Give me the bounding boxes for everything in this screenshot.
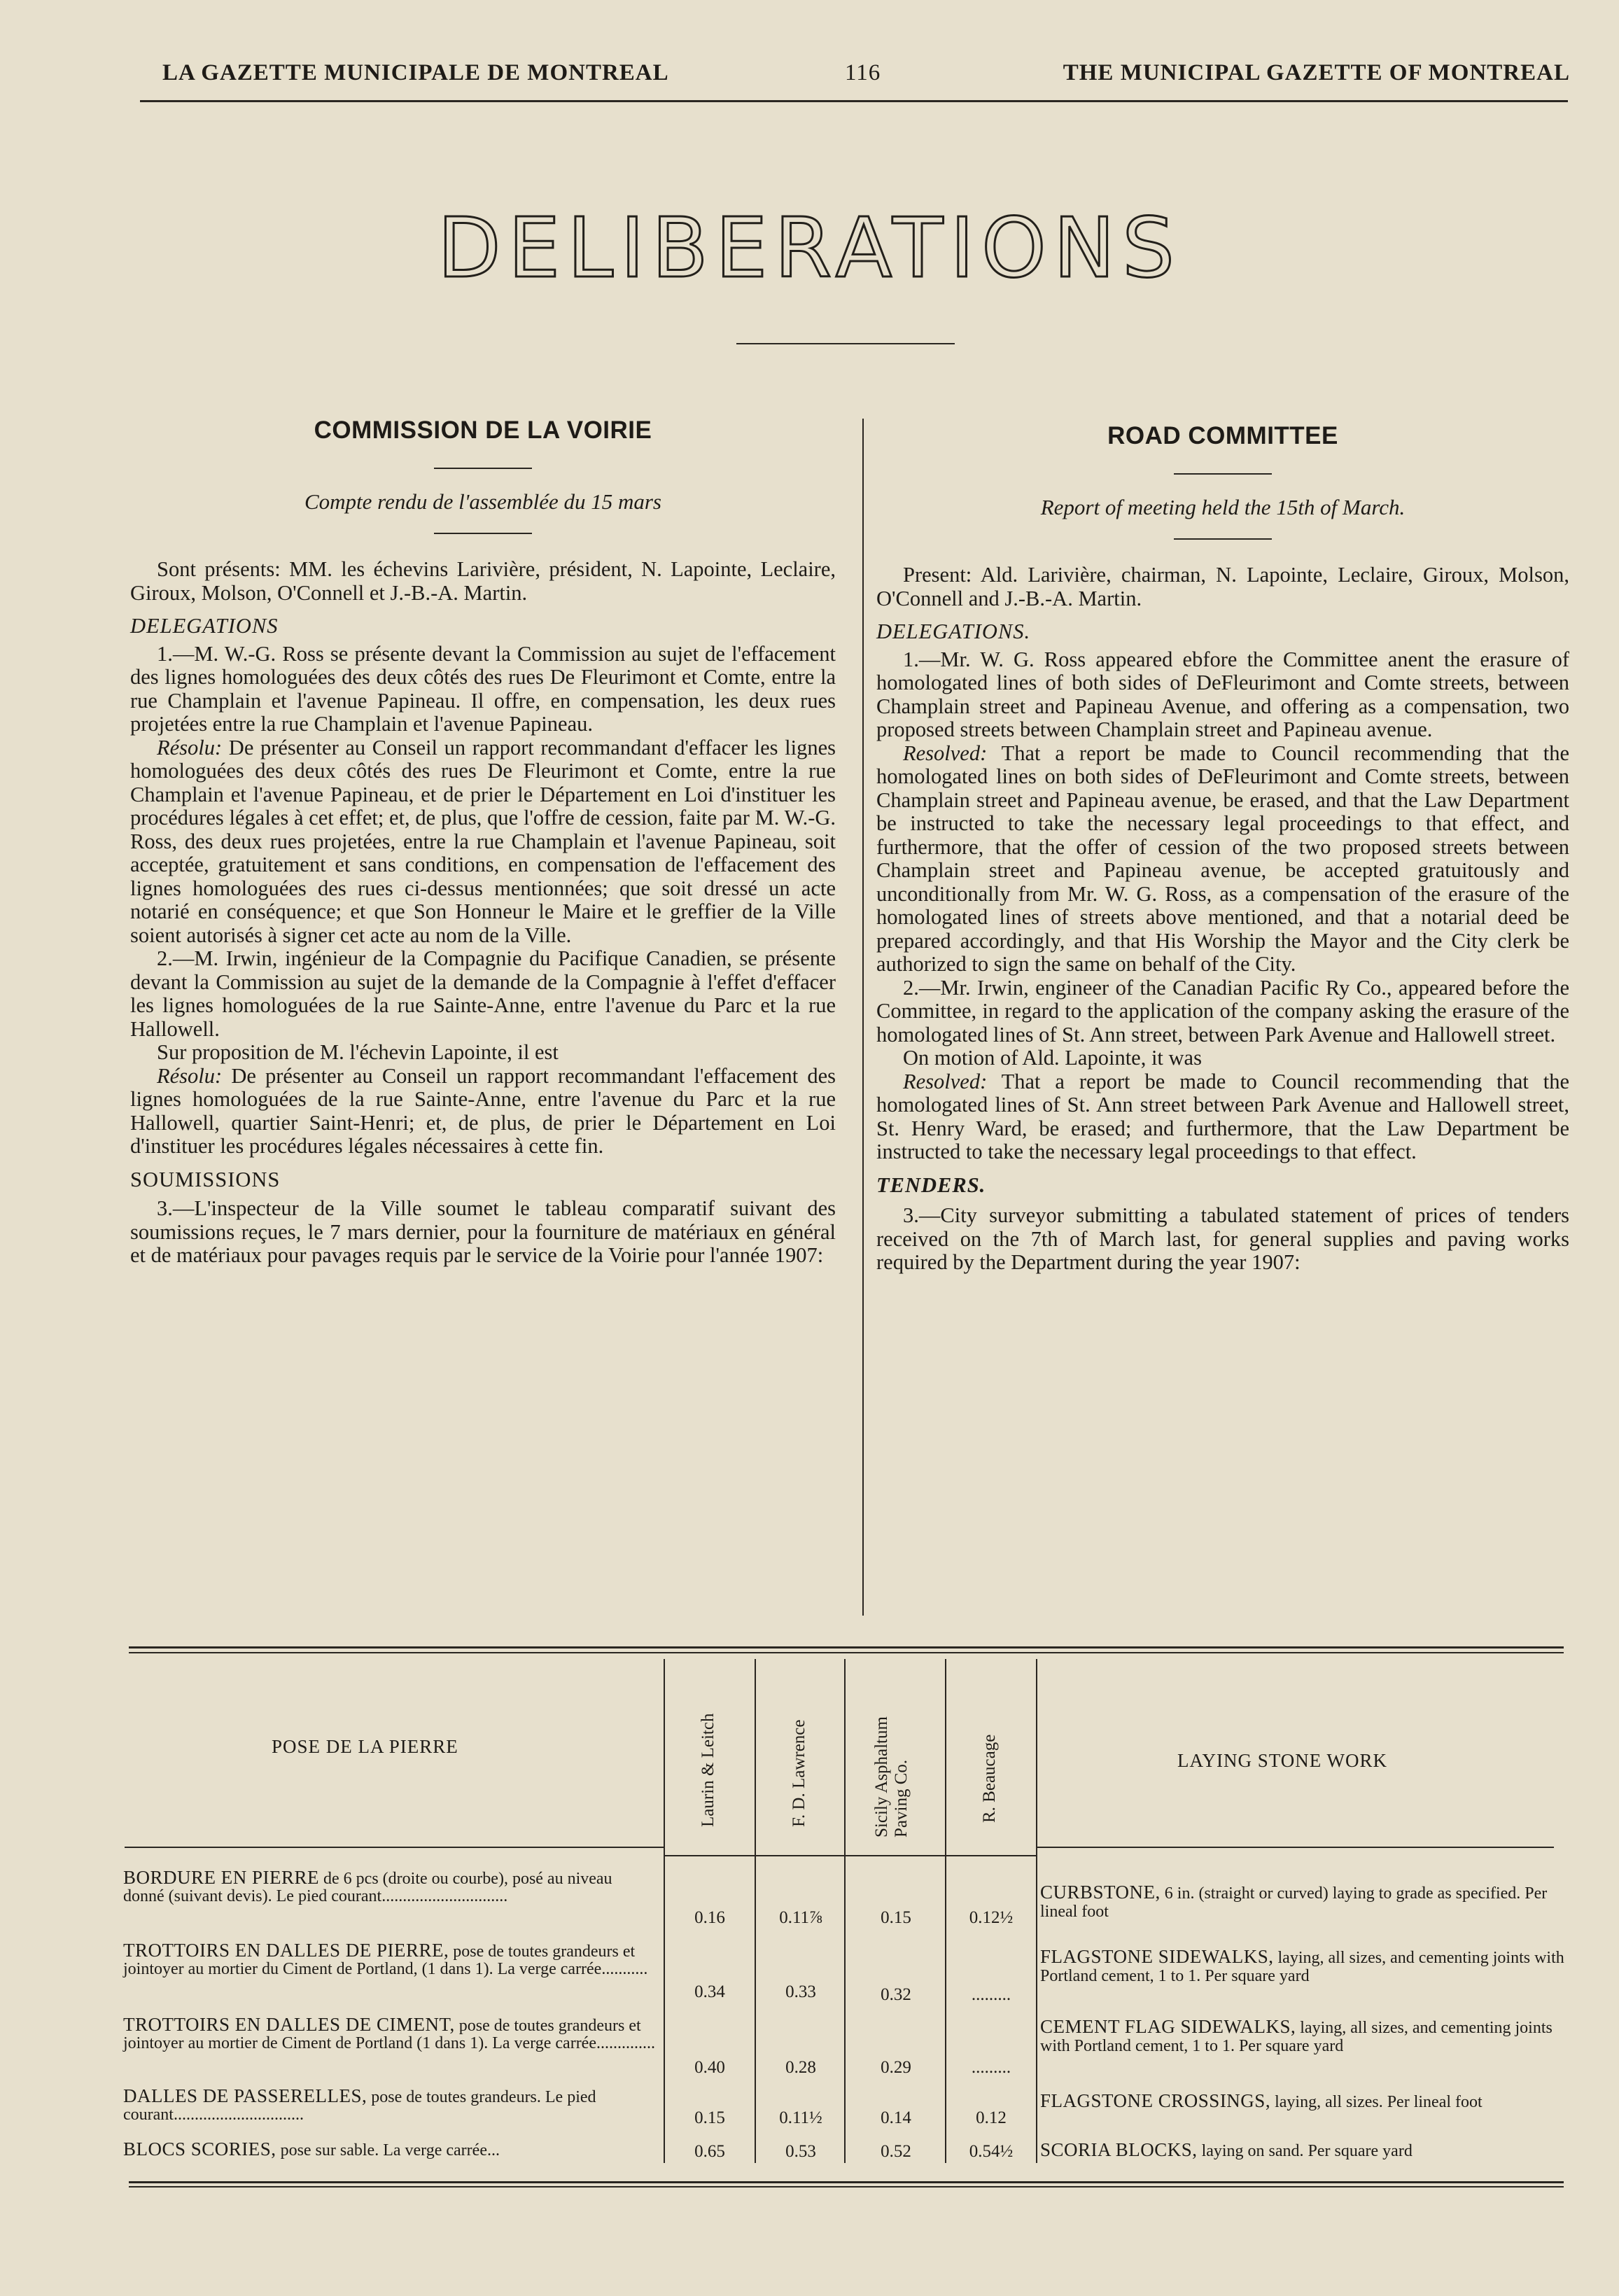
masthead-rule xyxy=(736,343,955,344)
right-item1-resolved-text: That a report be made to Council recommending that the homologated lines on both sides of DeFleurimont and Comte streets, between Champlain street and Papineau avenue, be erased, and that the Law Department be instructed to take the necessary legal proceedings to that effect, and furthermore, that the offer of cession of the two proposed streets between Champlain street and Papineau avenue, be accepted gratuitously and unconditionally from Mr. W. G. Ross, as a compensation of the erasure of the homologated lines of streets above mentioned, and that a notarial deed be prepared accordingly, and that His Worship the Mayor and the City clerk be authorized to sign the same on behalf of the City. xyxy=(876,741,1569,976)
table-row-fr-4: DALLES DE PASSERELLES, pose de toutes grandeurs. Le pied courant............................... xyxy=(123,2085,596,2124)
table-bottom-rule-2 xyxy=(129,2186,1564,2188)
right-item1: 1.—Mr. W. G. Ross appeared ebfore the Committee anent the erasure of homologated lines of both sides of DeFleurimont and Comte streets, between Champlain street and Papineau Avenue, and offering as a compensation, two proposed streets between Champlain street and Papineau avenue. xyxy=(876,647,1569,741)
right-item2-resolved-text: That a report be made to Council recommending that the homologated lines of St. Ann street between Park Avenue and Hallowell street, St. Henry Ward, be erased; and furthermore, that the Law Department be instructed to take the necessary legal proceedings to that effect. xyxy=(876,1069,1569,1163)
col-header-sicily-text: Sicily Asphaltum Paving Co. xyxy=(872,1716,911,1837)
row-2-val-1: 0.34 xyxy=(694,1982,725,2001)
table-col-line-2 xyxy=(755,1659,756,2163)
row-en-5-text: laying on sand. Per square yard xyxy=(1201,2142,1413,2160)
table-header-rule-right xyxy=(1036,1847,1554,1848)
table-row-en-4 xyxy=(1040,2092,1565,2111)
right-item3: 3.—City surveyor submitting a tabulated statement of prices of tenders received on the 7th of March last, for general supplies and paving works required by the Department during the year 1907: xyxy=(876,1203,1569,1274)
running-head xyxy=(162,60,1570,92)
table-left-title: POSE DE LA PIERRE xyxy=(272,1736,458,1757)
row-fr-1-text: de 6 pcs (droite ou courbe), posé au niveau donné (suivant devis). Le pied courant xyxy=(123,1870,612,1905)
row-en-3-text: laying, all sizes, and cementing joints with Portland cement, 1 to 1. Per square yard xyxy=(1040,2019,1553,2055)
right-subheading: Report of meeting held the 15th of March. xyxy=(1040,494,1406,519)
row-1-val-4: 0.12½ xyxy=(969,1908,1014,1927)
row-1-val-2: 0.11⅞ xyxy=(779,1908,822,1927)
table-row-en-5 xyxy=(1040,2141,1565,2160)
left-subheading: Compte rendu de l'assemblée du 15 mars xyxy=(304,489,662,514)
row-fr-2-text: pose de toutes grandeurs et jointoyer au mortier du Ciment de Portland, (1 dans 1). La verge carrée xyxy=(123,1942,636,1978)
left-item1: 1.—M. W.-G. Ross se présente devant la Commission au sujet de l'effacement des lignes homologuées des deux côtés des rues De Fleurimont et Comte, entre la rue Champlain et l'avenue Papineau. Il offre, en compensation, les deux rues projetées entre la rue Champlain et l'avenue Papineau. xyxy=(130,641,836,736)
left-item2-resolu-text: De présenter au Conseil un rapport recommandant l'effacement des lignes homologuées de la rue Sainte-Anne, entre l'avenue du Parc et la rue Hallowell, quartier Saint-Henri; et, de plus, de prier le Département en Loi d'instituer les procédures légales nécessaires à cette fin. xyxy=(130,1063,836,1158)
table-col-line-4 xyxy=(945,1659,946,2163)
col-header-laurin-leitch: Laurin & Leitch xyxy=(699,1713,717,1827)
table-row-fr-2: TROTTOIRS EN DALLES DE PIERRE, pose de toutes grandeurs et jointoyer au mortier du Ciment de Portland, (1 dans 1). La verge carrée........... xyxy=(123,1940,648,1978)
row-5-val-2: 0.53 xyxy=(785,2142,816,2161)
row-fr-5-text: pose sur sable. La verge carrée xyxy=(280,2141,487,2160)
row-2-val-2: 0.33 xyxy=(785,1982,816,2001)
table-bottom-rule xyxy=(129,2181,1564,2183)
row-en-1-caption: CURBSTONE, xyxy=(1040,1882,1161,1903)
running-head-french: LA GAZETTE MUNICIPALE DE MONTREAL xyxy=(162,60,669,85)
column-divider xyxy=(862,419,864,1616)
row-fr-3-text: pose de toutes grandeurs et jointoyer au mortier de Ciment de Portland (1 dans 1). La verge carrée xyxy=(123,2017,641,2052)
table-row-en-3 xyxy=(1040,2017,1565,2055)
row-4-val-4: 0.12 xyxy=(976,2108,1007,2127)
row-1-val-1: 0.16 xyxy=(694,1908,725,1927)
row-fr-4-caption: DALLES DE PASSERELLES, xyxy=(123,2085,367,2106)
row-en-2-caption: FLAGSTONE SIDEWALKS, xyxy=(1040,1946,1274,1967)
row-en-2-text: laying, all sizes, and cementing joints with Portland cement, 1 to 1. Per square yard xyxy=(1040,1949,1564,1985)
left-item2-resolu xyxy=(130,1065,836,1158)
row-fr-5-caption: BLOCS SCORIES, xyxy=(123,2138,276,2160)
row-en-5-caption: SCORIA BLOCKS, xyxy=(1040,2139,1198,2160)
right-item2-motion: On motion of Ald. Lapointe, it was xyxy=(903,1046,1202,1070)
left-item1-resolu xyxy=(130,736,836,948)
table-row-fr-5: BLOCS SCORIES, pose sur sable. La verge carrée... xyxy=(123,2138,500,2160)
col-header-beaucage: R. Beaucage xyxy=(980,1734,999,1823)
left-soumissions-title: SOUMISSIONS xyxy=(130,1167,281,1191)
left-delegations-title: DELEGATIONS xyxy=(130,614,279,638)
row-en-1-text: 6 in. (straight or curved) laying to grade as specified. Per lineal foot xyxy=(1040,1884,1548,1921)
right-column xyxy=(876,424,1569,1275)
row-5-val-1: 0.65 xyxy=(694,2142,725,2161)
row-5-val-3: 0.52 xyxy=(881,2142,911,2161)
row-3-val-4: ......... xyxy=(971,2058,1011,2077)
row-3-val-1: 0.40 xyxy=(694,2058,725,2077)
right-delegations-title: DELEGATIONS. xyxy=(876,620,1031,643)
running-head-english: THE MUNICIPAL GAZETTE OF MONTREAL xyxy=(1063,60,1570,85)
running-head-rule xyxy=(140,100,1568,102)
table-header-rule-left xyxy=(125,1847,664,1848)
left-heading: COMMISSION DE LA VOIRIE xyxy=(314,416,652,444)
left-column xyxy=(130,416,836,1268)
page-number: 116 xyxy=(845,60,881,85)
right-tenders-title: TENDERS. xyxy=(876,1172,986,1197)
left-item2: 2.—M. Irwin, ingénieur de la Compagnie du Pacifique Canadien, se présente devant la Commission au sujet de la demande de la Compagnie à l'effet d'effacer les lignes homologuées de la rue Sainte-Anne, entre l'avenue du Parc et la rue Hallowell. xyxy=(130,946,836,1041)
row-fr-1-caption: BORDURE EN PIERRE xyxy=(123,1867,320,1888)
row-4-val-3: 0.14 xyxy=(881,2108,911,2127)
right-present: Present: Ald. Larivière, chairman, N. Lapointe, Leclaire, Giroux, Molson, O'Connell and J.-B.-A. Martin. xyxy=(876,563,1569,610)
table-header-rule-mid xyxy=(664,1855,1036,1856)
row-en-3-caption: CEMENT FLAG SIDEWALKS, xyxy=(1040,2016,1296,2037)
row-4-val-2: 0.11½ xyxy=(779,2108,822,2127)
tender-table xyxy=(119,1645,1567,2191)
row-5-val-4: 0.54½ xyxy=(969,2142,1014,2161)
table-col-line-3 xyxy=(844,1659,846,2163)
table-row-en-2 xyxy=(1040,1947,1565,1985)
table-right-title: LAYING STONE WORK xyxy=(1177,1750,1388,1771)
row-2-val-4: ......... xyxy=(971,1985,1011,2004)
row-3-val-2: 0.28 xyxy=(785,2058,816,2077)
row-1-val-3: 0.15 xyxy=(881,1908,911,1927)
left-item3: 3.—L'inspecteur de la Ville soumet le tableau comparatif suivant des soumissions reçues, le 7 mars dernier, pour la fourniture de matériaux en général et de matériaux pour pavages requis par le service de la Voirie pour l'année 1907: xyxy=(130,1196,836,1267)
right-item2: 2.—Mr. Irwin, engineer of the Canadian Pacific Ry Co., appeared before the Committee, in regard to the application of the company asking the erasure of the homologated lines of St. Ann street, between Park Avenue and Hallowell street. xyxy=(876,975,1569,1046)
left-item2-motion: Sur proposition de M. l'échevin Lapointe, il est xyxy=(157,1040,559,1064)
row-fr-4-text: pose de toutes grandeurs. Le pied courant xyxy=(123,2088,596,2124)
right-item1-resolved-label: Resolved: xyxy=(903,741,988,765)
row-3-val-3: 0.29 xyxy=(881,2058,911,2077)
table-row-en-1 xyxy=(1040,1883,1565,1921)
row-fr-3-caption: TROTTOIRS EN DALLES DE CIMENT, xyxy=(123,2014,455,2035)
masthead-title: DELIBERATIONS xyxy=(437,200,1182,296)
left-item1-resolu-text: De présenter au Conseil un rapport recommandant d'effacer les lignes homologuées des deux côtés des rues De Fleurimont et Comte, entre la rue Champlain et l'avenue Papineau, et de prier le Département en Loi d'instituer les procédures légales à cet effet; et, de plus, que l'offre de cession, faite par M. W.-G. Ross, des deux rues projetées, entre la rue Champlain et l'avenue Papineau, soit acceptée, gratuitement et sans conditions, en compensation de l'effacement des lignes homologuées des rues ci-dessus mentionnées; que soit dressé un acte notarié en conséquence; et que Son Honneur le Maire et le greffier de la Ville soient autorisés à signer cet acte au nom de la Ville. xyxy=(130,735,836,947)
left-item2-resolu-label: Résolu: xyxy=(157,1063,223,1088)
row-fr-2-caption: TROTTOIRS EN DALLES DE PIERRE, xyxy=(123,1940,449,1961)
row-4-val-1: 0.15 xyxy=(694,2108,725,2127)
col-header-sicily xyxy=(872,1676,911,1837)
row-en-4-text: laying, all sizes. Per lineal foot xyxy=(1275,2093,1483,2111)
table-row-fr-3: TROTTOIRS EN DALLES DE CIMENT, pose de toutes grandeurs et jointoyer au mortier de Ciment de Portland (1 dans 1). La verge carrée.............. xyxy=(123,2014,655,2052)
row-en-4-caption: FLAGSTONE CROSSINGS, xyxy=(1040,2090,1271,2111)
table-col-line-1 xyxy=(664,1659,665,2163)
left-present: Sont présents: MM. les échevins Larivière, président, N. Lapointe, Leclaire, Giroux, Molson, O'Connell et J.-B.-A. Martin. xyxy=(130,557,836,605)
row-2-val-3: 0.32 xyxy=(881,1985,911,2004)
col-header-lawrence: F. D. Lawrence xyxy=(790,1719,808,1827)
right-item2-resolved xyxy=(876,1070,1569,1164)
right-item1-resolved xyxy=(876,742,1569,976)
masthead xyxy=(0,200,1619,296)
left-item1-resolu-label: Résolu: xyxy=(157,735,223,760)
table-row-fr-1: BORDURE EN PIERRE de 6 pcs (droite ou courbe), posé au niveau donné (suivant devis). Le pied courant.............................. xyxy=(123,1867,612,1905)
right-item2-resolved-label: Resolved: xyxy=(903,1069,988,1093)
table-col-line-5 xyxy=(1036,1659,1037,2163)
right-heading: ROAD COMMITTEE xyxy=(1107,422,1338,449)
